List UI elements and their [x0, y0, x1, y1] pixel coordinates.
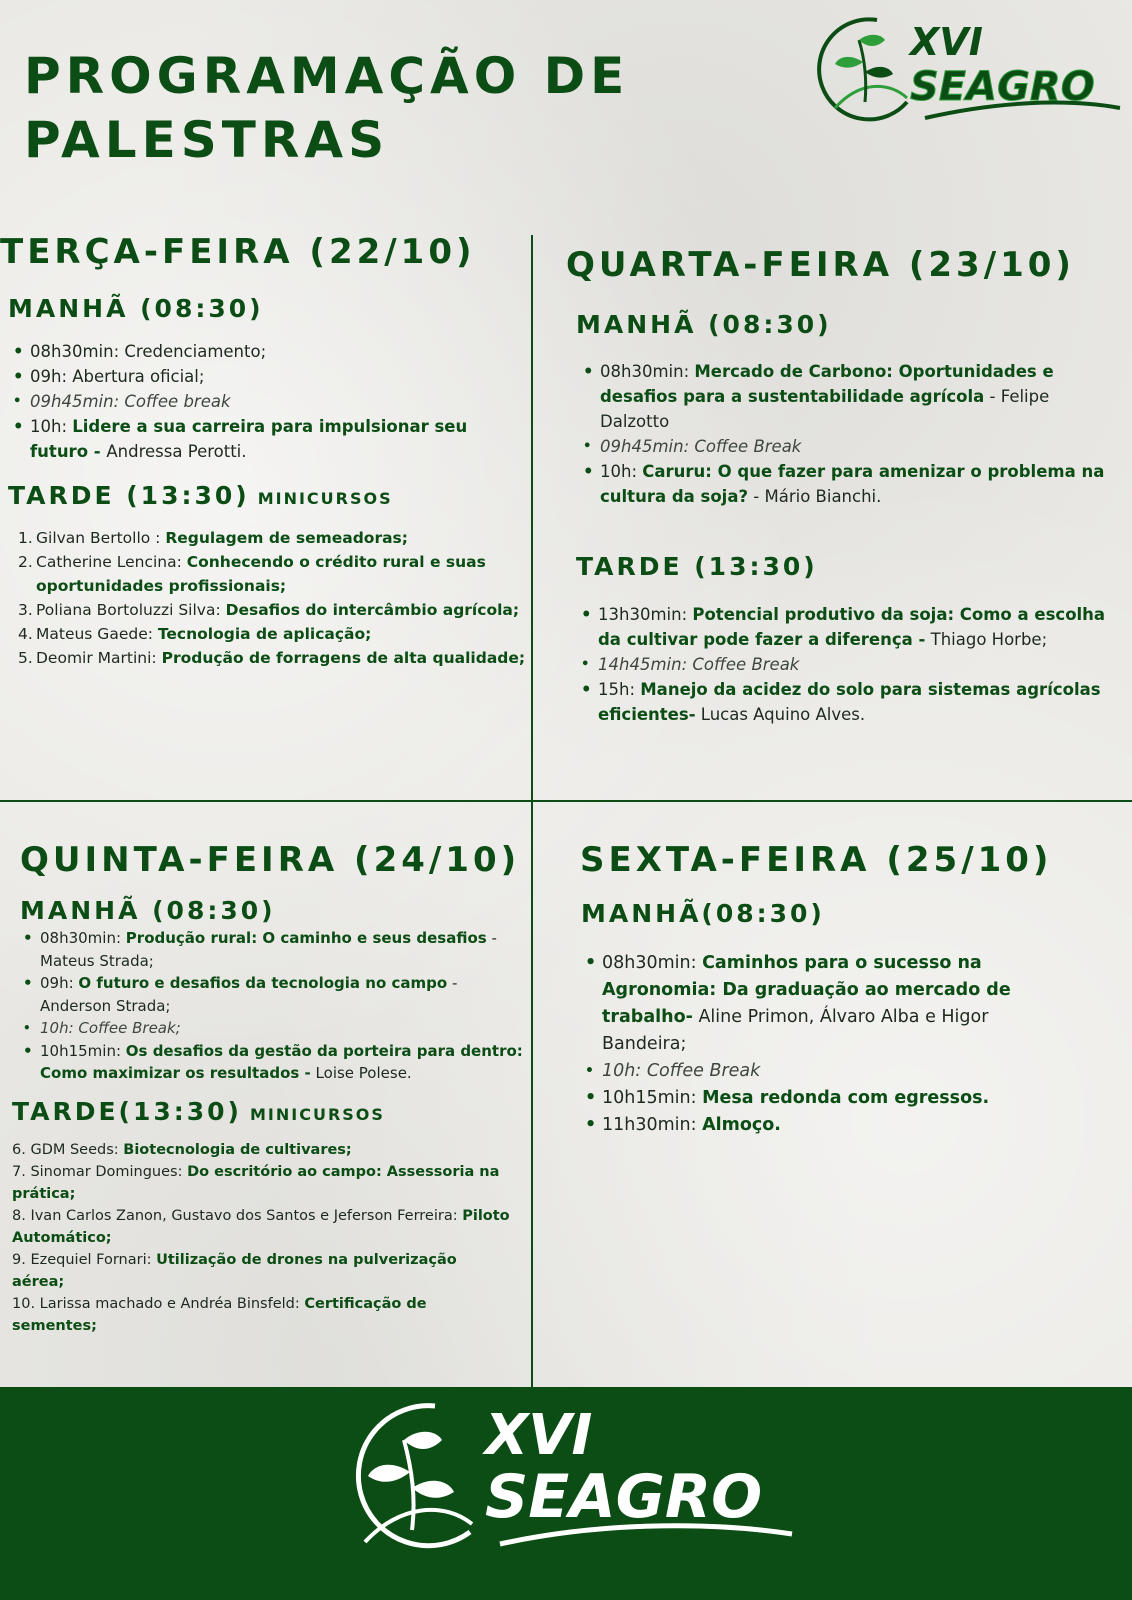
logo-name: SEAGRO — [485, 1462, 763, 1532]
list-item: 7. Sinomar Domingues: Do escritório ao campo: Assessoria na prática; — [12, 1164, 500, 1202]
logo-numeral: XVI — [910, 20, 983, 64]
sprout-icon — [819, 19, 907, 119]
friday-heading: SEXTA-FEIRA (25/10) — [580, 840, 1053, 880]
wednesday-afternoon-heading: TARDE (13:30) — [576, 552, 818, 581]
list-item: 8. Ivan Carlos Zanon, Gustavo dos Santos e Jeferson Ferreira: Piloto Automático; — [12, 1208, 510, 1246]
list-item: • 09h: O futuro e desafios da tecnologia no campo - Anderson Strada; — [20, 972, 525, 1017]
tuesday-morning-list — [10, 339, 520, 464]
list-item: 4. Mateus Gaede: Tecnologia de aplicação; — [18, 625, 372, 643]
tuesday-afternoon-list — [10, 526, 530, 670]
logo-numeral: XVI — [485, 1403, 593, 1468]
list-item: • 10h15min: Mesa redonda com egressos. — [582, 1085, 1072, 1112]
list-item: • 15h: Manejo da acidez do solo para sistemas agrícolas eficientes- Lucas Aquino Alves. — [578, 677, 1110, 727]
list-item: • 11h30min: Almoço. — [582, 1112, 1072, 1139]
list-item: 5. Deomir Martini: Produção de forragens de alta qualidade; — [18, 649, 526, 667]
list-item: • 08h30min: Credenciamento; — [10, 339, 520, 364]
list-item: 1. Gilvan Bertollo : Regulagem de semeadoras; — [18, 529, 408, 547]
wednesday-heading: QUARTA-FEIRA (23/10) — [566, 245, 1075, 285]
list-item: • 08h30min: Mercado de Carbono: Oportunidades e desafios para a sustentabilidade agrícola - Felipe Dalzotto — [580, 359, 1110, 434]
thursday-heading: QUINTA-FEIRA (24/10) — [20, 840, 521, 880]
list-item: • 08h30min: Produção rural: O caminho e seus desafios - Mateus Strada; — [20, 927, 525, 972]
list-item: • 14h45min: Coffee Break — [578, 652, 1110, 677]
seagro-logo-bottom — [340, 1392, 800, 1557]
list-item: • 09h: Abertura oficial; — [10, 364, 520, 389]
list-item: 6. GDM Seeds: Biotecnologia de cultivares; — [12, 1142, 352, 1158]
wednesday-morning-heading: MANHÃ (08:30) — [576, 310, 832, 339]
title-line-1: PROGRAMAÇÃO DE — [24, 47, 630, 105]
page-title — [24, 44, 629, 172]
list-item: • 09h45min: Coffee Break — [580, 434, 1110, 459]
friday-morning-heading: MANHÃ(08:30) — [581, 899, 825, 928]
seagro-logo-top — [815, 10, 1125, 125]
list-item: 3. Poliana Bortoluzzi Silva: Desafios do intercâmbio agrícola; — [18, 601, 520, 619]
wednesday-afternoon-list — [578, 602, 1110, 727]
minicursos-tag: MINICURSOS — [257, 489, 393, 508]
list-item: • 08h30min: Caminhos para o sucesso na Agronomia: Da graduação ao mercado de trabalho- Aline Primon, Álvaro Alba e Higor Bandeira; — [582, 950, 1072, 1058]
list-item: • 10h: Coffee Break — [582, 1058, 1072, 1085]
list-item: • 10h15min: Os desafios da gestão da porteira para dentro: Como maximizar os resultados - Loise Polese. — [20, 1040, 525, 1085]
list-item: 9. Ezequiel Fornari: Utilização de drones na pulverização aérea; — [12, 1252, 457, 1290]
minicursos-tag: MINICURSOS — [249, 1105, 385, 1124]
thursday-afternoon-heading: TARDE(13:30) MINICURSOS — [12, 1097, 385, 1126]
row-divider — [0, 800, 1132, 802]
tuesday-afternoon-heading: TARDE (13:30) MINICURSOS — [8, 481, 393, 510]
thursday-morning-heading: MANHÃ (08:30) — [20, 896, 276, 925]
list-item: 2. Catherine Lencina: Conhecendo o crédito rural e suas oportunidades profissionais; — [18, 553, 486, 595]
friday-morning-list — [582, 950, 1072, 1139]
list-item: • 10h: Coffee Break; — [20, 1017, 525, 1040]
list-item: 10. Larissa machado e Andréa Binsfeld: Certificação de sementes; — [12, 1296, 427, 1334]
tuesday-heading: TERÇA-FEIRA (22/10) — [0, 232, 476, 272]
logo-name: SEAGRO — [910, 64, 1095, 110]
list-item: • 10h: Lidere a sua carreira para impulsionar seu futuro - Andressa Perotti. — [10, 414, 520, 464]
tuesday-morning-heading: MANHÃ (08:30) — [8, 294, 264, 323]
wednesday-morning-list — [580, 359, 1110, 509]
thursday-afternoon-list — [12, 1139, 512, 1337]
title-line-2: PALESTRAS — [24, 111, 390, 169]
column-divider — [531, 235, 533, 1387]
list-item: • 13h30min: Potencial produtivo da soja: Como a escolha da cultivar pode fazer a diferença - Thiago Horbe; — [578, 602, 1110, 652]
thursday-morning-list — [20, 927, 525, 1085]
sprout-icon — [358, 1406, 472, 1546]
list-item: • 10h: Caruru: O que fazer para amenizar o problema na cultura da soja? - Mário Bianchi. — [580, 459, 1110, 509]
list-item: • 09h45min: Coffee break — [10, 389, 520, 414]
